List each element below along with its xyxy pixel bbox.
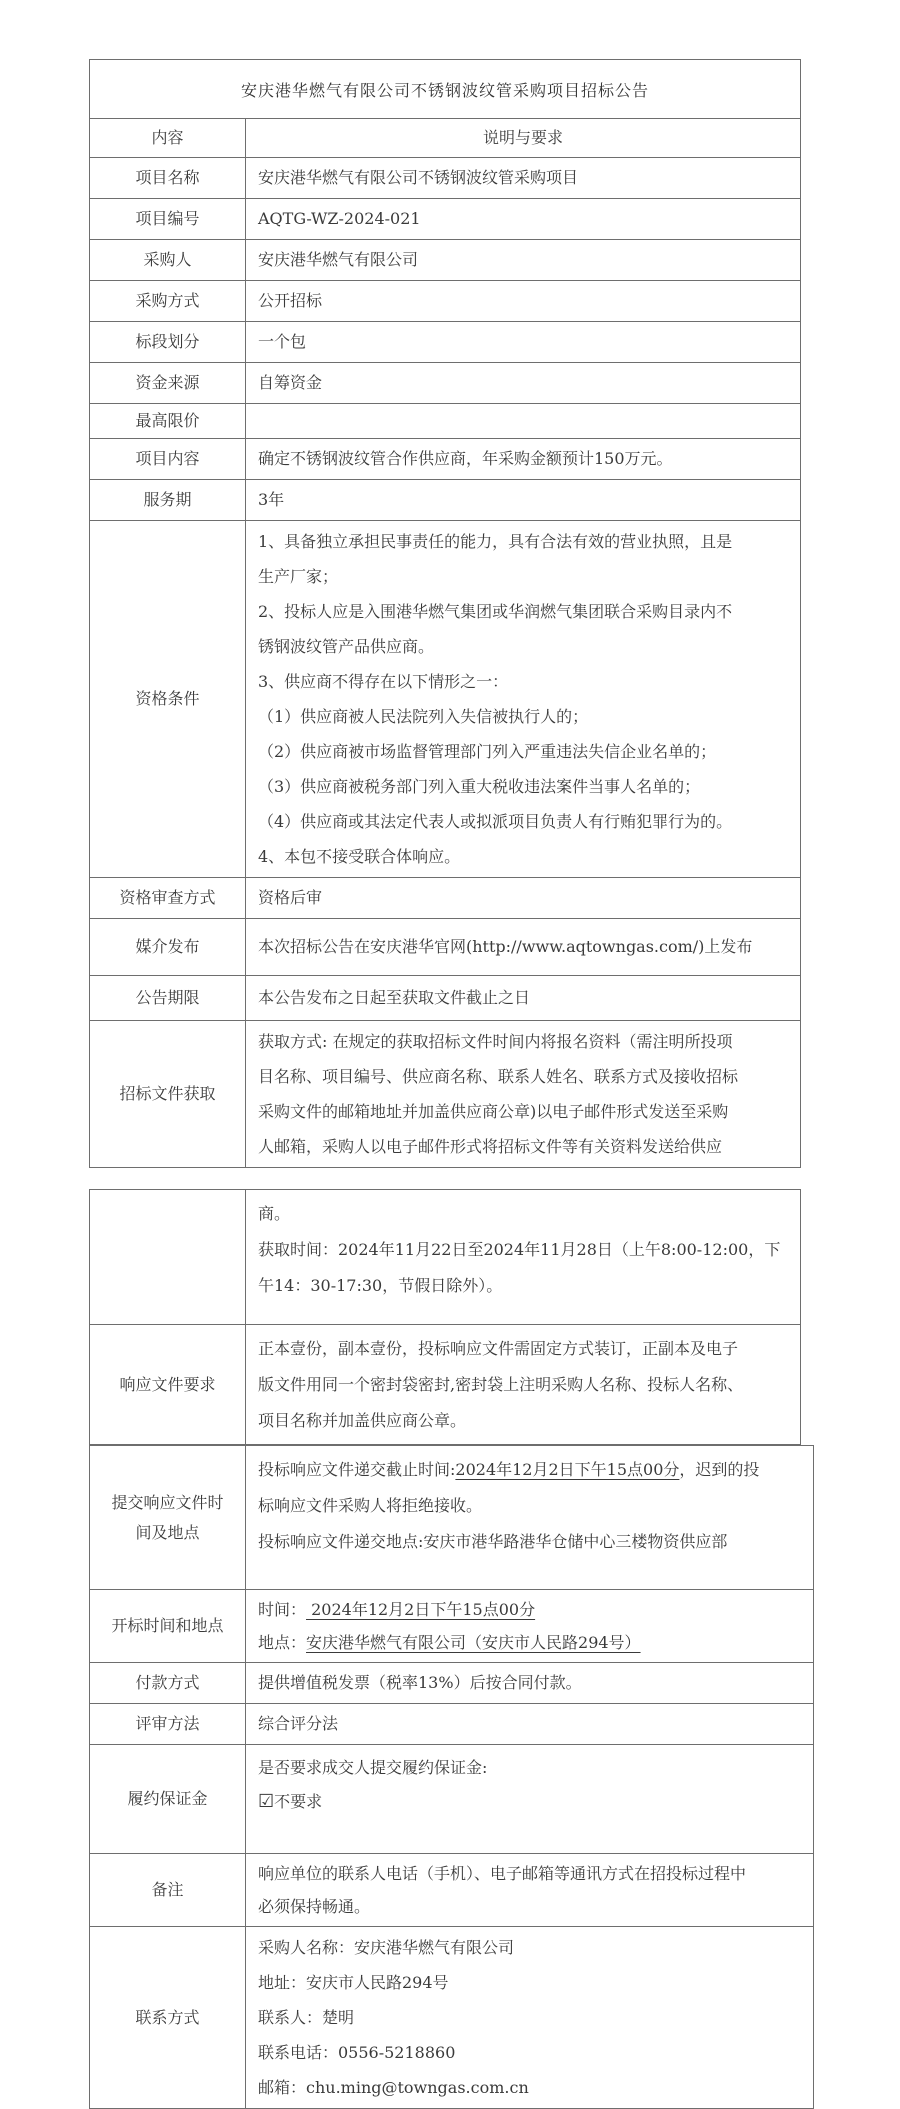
- text-segment: 邮箱：chu.ming@towngas.com.cn: [258, 2078, 529, 2098]
- row-value: [246, 199, 801, 240]
- text-segment: 2、投标人应是入围港华燃气集团或华润燃气集团联合采购目录内不: [258, 602, 733, 622]
- text-segment: 3年: [258, 490, 285, 510]
- text-line: [258, 1930, 803, 1965]
- text-segment: 采购人名称：安庆港华燃气有限公司: [258, 1938, 515, 1958]
- table-row: [90, 1927, 814, 2109]
- text-segment: ，迟到的投: [679, 1460, 760, 1480]
- text-segment: 联系电话：0556-5218860: [258, 2043, 456, 2063]
- tender-notice-table-part2: [89, 1189, 801, 1445]
- checkbox-checked-icon: ☑: [258, 1791, 275, 1813]
- table-row: [90, 878, 801, 919]
- text-segment: 标响应文件采购人将拒绝接收。: [258, 1496, 483, 1516]
- text-line: [258, 1196, 790, 1232]
- text-line: [258, 1129, 790, 1164]
- table-row: [90, 1446, 814, 1590]
- text-line: [258, 1268, 790, 1304]
- text-line: [258, 2035, 803, 2070]
- row-label: 招标文件获取: [90, 1021, 246, 1168]
- text-line: [258, 804, 790, 839]
- text-line: [258, 1965, 803, 2000]
- row-label: 履约保证金: [90, 1745, 246, 1854]
- text-segment: 2024年12月2日下午15点00分: [306, 1600, 536, 1620]
- row-value: [246, 521, 801, 878]
- text-segment: 安庆港华燃气有限公司不锈钢波纹管采购项目: [258, 168, 579, 187]
- text-segment: 资格后审: [258, 888, 323, 908]
- tender-notice-table-part3: [89, 1445, 814, 2109]
- row-value: [246, 363, 801, 404]
- row-label: 服务期: [90, 480, 246, 521]
- text-segment: 午14：30-17:30，节假日除外）。: [258, 1276, 503, 1296]
- text-segment: 生产厂家；: [258, 567, 339, 587]
- text-line: [258, 664, 790, 699]
- row-value: [246, 976, 801, 1021]
- row-label: 响应文件要求: [90, 1325, 246, 1445]
- text-line: [258, 1751, 803, 1785]
- table-row: [90, 281, 801, 322]
- row-value: [246, 1927, 814, 2109]
- text-segment: 地点：: [258, 1633, 307, 1653]
- text-segment: 自筹资金: [258, 373, 323, 392]
- text-segment: 公开招标: [258, 291, 323, 310]
- text-line: [258, 1524, 803, 1560]
- row-value: [246, 1663, 814, 1704]
- text-line: [258, 1403, 790, 1439]
- row-value: [246, 281, 801, 322]
- row-label: 项目名称: [90, 158, 246, 199]
- text-segment: （3）供应商被税务部门列入重大税收违法案件当事人名单的；: [258, 777, 701, 797]
- row-label: 备注: [90, 1854, 246, 1927]
- text-segment: 获取时间：2024年11月22日至2024年11月28日（上午8:00-12:00，下: [258, 1240, 781, 1260]
- row-label: 采购方式: [90, 281, 246, 322]
- text-line: [258, 1857, 803, 1890]
- text-line: [258, 1488, 803, 1524]
- row-value: [246, 1446, 814, 1590]
- row-value: [246, 1590, 814, 1663]
- text-line: [258, 524, 790, 559]
- row-value: [246, 439, 801, 480]
- text-segment: 采购文件的邮箱地址并加盖供应商公章)以电子邮件形式发送至采购: [258, 1102, 729, 1122]
- document-title: 安庆港华燃气有限公司不锈钢波纹管采购项目招标公告: [90, 60, 801, 119]
- text-segment: 2024年12月2日下午15点00分: [455, 1460, 680, 1480]
- text-segment: 1、具备独立承担民事责任的能力，具有合法有效的营业执照，且是: [258, 532, 733, 552]
- text-segment: 提供增值税发票（税率13%）后按合同付款。: [258, 1673, 582, 1693]
- text-line: [258, 442, 790, 476]
- row-value: [246, 158, 801, 199]
- row-label: 项目内容: [90, 439, 246, 480]
- text-line: [258, 1331, 790, 1367]
- text-line: [258, 1890, 803, 1923]
- text-segment: 本次招标公告在安庆港华官网(http://www.aqtowngas.com/)上发布: [258, 937, 753, 957]
- row-label: 资金来源: [90, 363, 246, 404]
- text-segment: 正本壹份，副本壹份，投标响应文件需固定方式装订，正副本及电子: [258, 1338, 739, 1358]
- table-row: [90, 919, 801, 976]
- row-value: [246, 1854, 814, 1927]
- text-line: [258, 366, 790, 400]
- table-row: [90, 1854, 814, 1927]
- text-line: [258, 1593, 803, 1626]
- text-segment: 版文件用同一个密封袋密封,密封袋上注明采购人名称、投标人名称、: [258, 1374, 744, 1394]
- row-value: [246, 1704, 814, 1745]
- row-label: 资格审查方式: [90, 878, 246, 919]
- table-row: [90, 521, 801, 878]
- row-label: 公告期限: [90, 976, 246, 1021]
- text-segment: 联系人：楚明: [258, 2008, 355, 2028]
- text-line: [258, 243, 790, 277]
- column-header-content: 内容: [90, 119, 246, 158]
- text-line: [258, 2000, 803, 2035]
- table-row: [90, 322, 801, 363]
- table-row: [90, 1190, 801, 1325]
- text-line: [258, 1666, 803, 1700]
- table-row: [90, 439, 801, 480]
- tender-notice-table-part1: [89, 59, 801, 1168]
- row-label: 标段划分: [90, 322, 246, 363]
- text-line: [258, 2070, 803, 2105]
- row-label: 开标时间和地点: [90, 1590, 246, 1663]
- text-segment: 一个包: [258, 332, 307, 351]
- text-line: [258, 699, 790, 734]
- row-value: [246, 480, 801, 521]
- text-segment: 项目名称并加盖供应商公章。: [258, 1410, 467, 1430]
- text-segment: 获取方式: 在规定的获取招标文件时间内将报名资料（需注明所投项: [258, 1032, 733, 1052]
- text-line: [258, 1059, 790, 1094]
- table-row: [90, 1745, 814, 1854]
- text-line: [258, 981, 790, 1015]
- title-row: [90, 60, 801, 119]
- text-line: [258, 1452, 803, 1488]
- row-label: 提交响应文件时 间及地点: [90, 1446, 246, 1590]
- row-label: 联系方式: [90, 1927, 246, 2109]
- table-row: [90, 480, 801, 521]
- text-line: [258, 839, 790, 874]
- text-segment: 安庆港华燃气有限公司（安庆市人民路294号）: [306, 1633, 641, 1653]
- table-row: [90, 1590, 814, 1663]
- text-segment: 本公告发布之日起至获取文件截止之日: [258, 988, 531, 1008]
- row-label: 最高限价: [90, 404, 246, 439]
- table-row: [90, 240, 801, 281]
- text-segment: （2）供应商被市场监督管理部门列入严重违法失信企业名单的；: [258, 742, 717, 762]
- text-segment: 响应单位的联系人电话（手机）、电子邮箱等通讯方式在招投标过程中: [258, 1864, 747, 1884]
- row-label: 资格条件: [90, 521, 246, 878]
- text-line: [258, 284, 790, 318]
- text-segment: 安庆港华燃气有限公司: [258, 250, 419, 269]
- row-label: 付款方式: [90, 1663, 246, 1704]
- text-line: [258, 594, 790, 629]
- text-line: [258, 1024, 790, 1059]
- text-segment: 必须保持畅通。: [258, 1897, 371, 1917]
- text-line: [258, 881, 790, 915]
- text-line: [258, 483, 790, 517]
- text-line: [258, 734, 790, 769]
- text-line: [258, 1626, 803, 1659]
- table-row: [90, 199, 801, 240]
- text-segment: 地址：安庆市人民路294号: [258, 1973, 449, 1993]
- text-line: [258, 769, 790, 804]
- row-value: [246, 404, 801, 439]
- row-value: [246, 1745, 814, 1854]
- row-value: [246, 1190, 801, 1325]
- row-value: [246, 1325, 801, 1445]
- text-line: [258, 1707, 803, 1741]
- table-row: [90, 1663, 814, 1704]
- header-row: [90, 119, 801, 158]
- row-label: [90, 1190, 246, 1325]
- text-segment: （1）供应商被人民法院列入失信被执行人的；: [258, 707, 589, 727]
- row-value: [246, 1021, 801, 1168]
- text-segment: 4、本包不接受联合体响应。: [258, 847, 461, 867]
- text-segment: 锈钢波纹管产品供应商。: [258, 637, 435, 657]
- table-row: [90, 158, 801, 199]
- text-segment: 投标响应文件递交截止时间:: [258, 1460, 456, 1480]
- text-line: [258, 930, 790, 964]
- row-value: [246, 919, 801, 976]
- table-row: [90, 1704, 814, 1745]
- text-line: [258, 1232, 790, 1268]
- table-row: [90, 976, 801, 1021]
- row-value: [246, 322, 801, 363]
- text-segment: （4）供应商或其法定代表人或拟派项目负责人有行贿犯罪行为的。: [258, 812, 733, 832]
- table-row: [90, 363, 801, 404]
- text-segment: 综合评分法: [258, 1714, 339, 1734]
- text-segment: 人邮箱，采购人以电子邮件形式将招标文件等有关资料发送给供应: [258, 1137, 723, 1157]
- row-label: 项目编号: [90, 199, 246, 240]
- row-label: 采购人: [90, 240, 246, 281]
- row-value: [246, 878, 801, 919]
- text-line: [258, 202, 790, 236]
- row-label: 评审方法: [90, 1704, 246, 1745]
- table-row: [90, 404, 801, 439]
- row-label: 媒介发布: [90, 919, 246, 976]
- text-segment: 商。: [258, 1204, 291, 1224]
- column-header-description: 说明与要求: [246, 119, 801, 158]
- text-line: [258, 325, 790, 359]
- text-line: [258, 1094, 790, 1129]
- row-value: [246, 240, 801, 281]
- text-segment: 是否要求成交人提交履约保证金:: [258, 1758, 488, 1778]
- text-segment: 确定不锈钢波纹管合作供应商，年采购金额预计150万元。: [258, 449, 673, 469]
- text-segment: 3、供应商不得存在以下情形之一：: [258, 672, 509, 692]
- table-row: [90, 1325, 801, 1445]
- text-segment: 目名称、项目编号、供应商名称、联系人姓名、联系方式及接收招标: [258, 1067, 739, 1087]
- text-line: [258, 1785, 803, 1819]
- text-line: [258, 629, 790, 664]
- text-segment: 不要求: [274, 1792, 323, 1812]
- text-segment: 时间：: [258, 1600, 307, 1620]
- text-line: [258, 161, 790, 195]
- text-line: [258, 559, 790, 594]
- text-line: [258, 1367, 790, 1403]
- text-segment: 投标响应文件递交地点:安庆市港华路港华仓储中心三楼物资供应部: [258, 1532, 728, 1552]
- text-segment: AQTG-WZ-2024-021: [258, 209, 421, 228]
- table-row: [90, 1021, 801, 1168]
